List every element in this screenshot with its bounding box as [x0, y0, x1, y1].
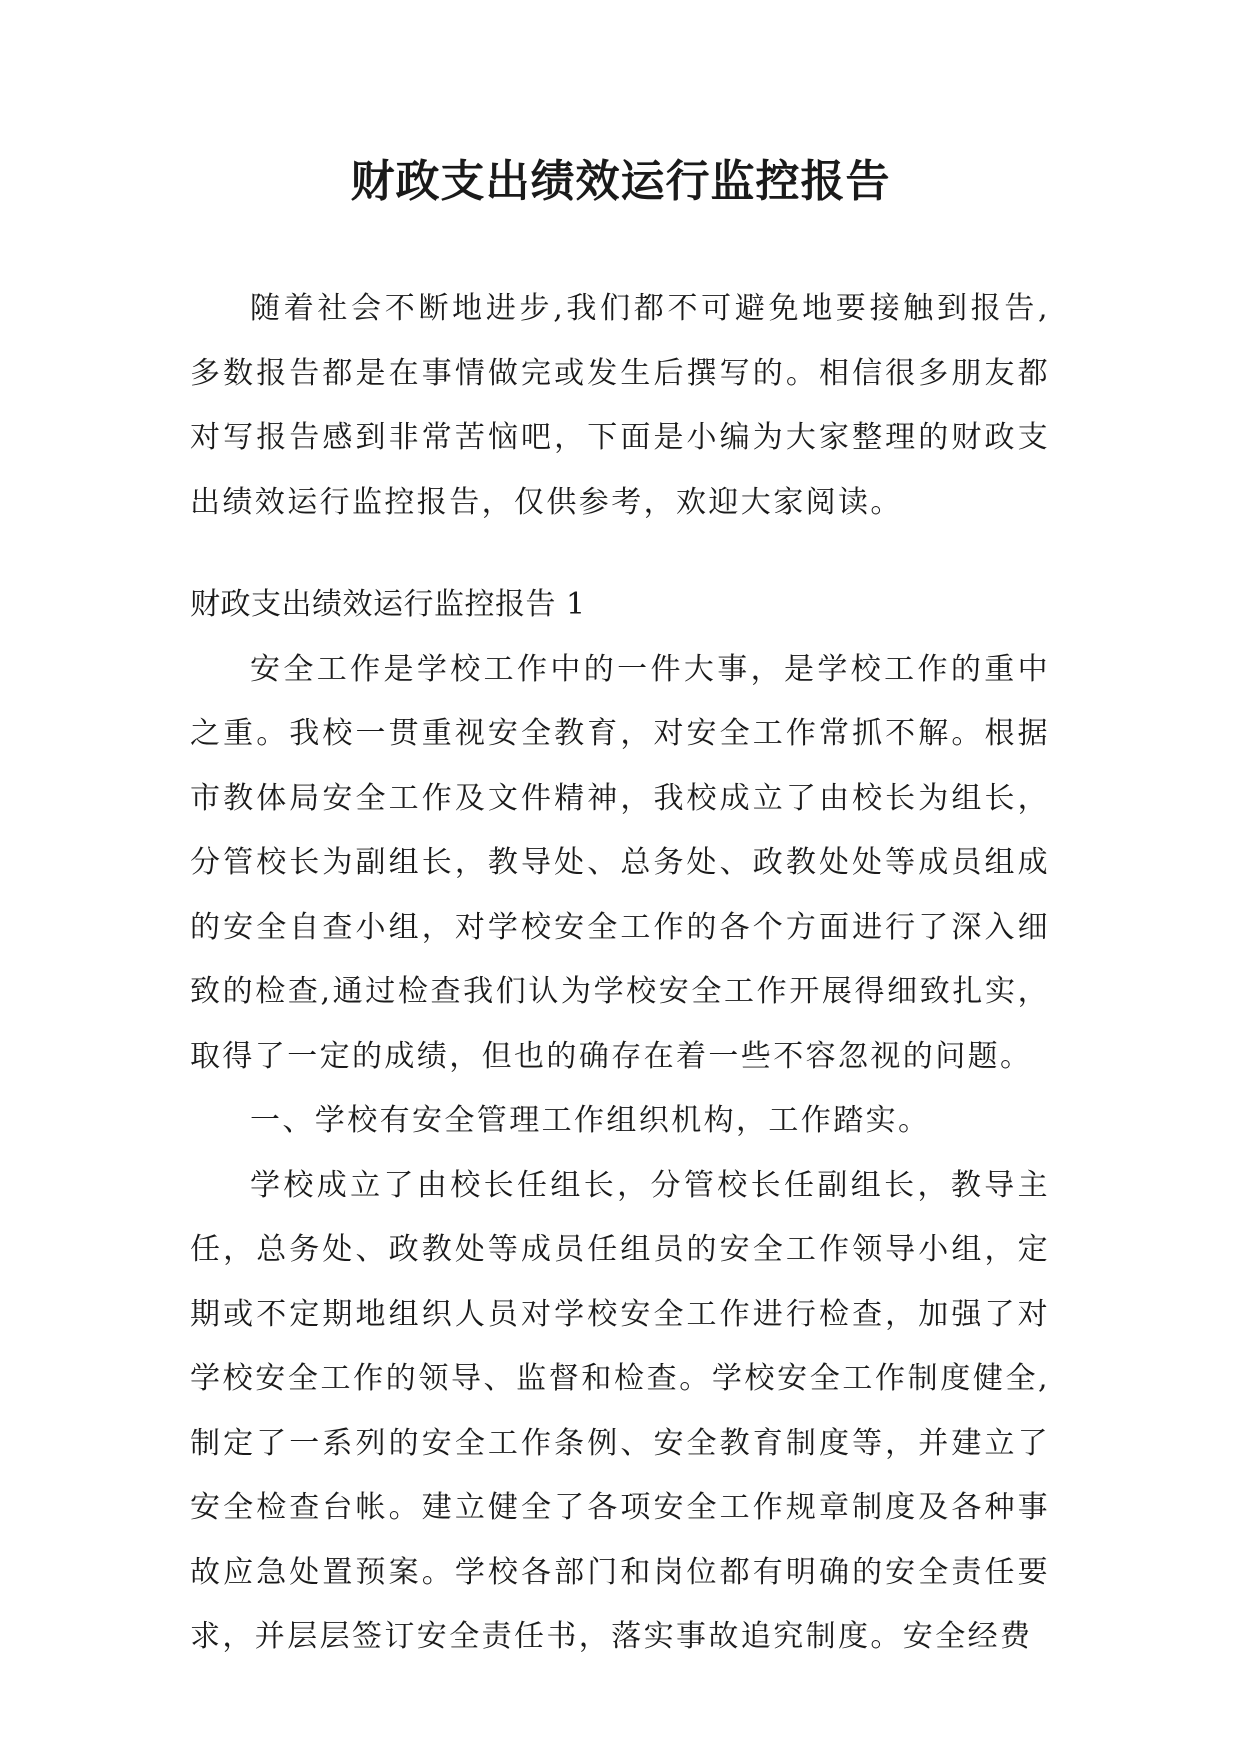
section-paragraph-1: 安全工作是学校工作中的一件大事，是学校工作的重中之重。我校一贯重视安全教育，对安全工作常抓不解。根据市教体局安全工作及文件精神，我校成立了由校长为组长，分管校长为副组长，教导处、总务处、政教处处等成员组成的安全自查小组，对学校安全工作的各个方面进行了深入细致的检查,通过检查我们认为学校安全工作开展得细致扎实，取得了一定的成绩，但也的确存在着一些不容忽视的问题。 [190, 651, 1050, 1074]
section-subheading-1: 一、学校有安全管理工作组织机构，工作踏实。 [250, 1103, 931, 1138]
intro-paragraph: 随着社会不断地进步,我们都不可避免地要接触到报告,多数报告都是在事情做完或发生后撰写的。相信很多朋友都对写报告感到非常苦恼吧，下面是小编为大家整理的财政支出绩效运行监控报告，仅供参考，欢迎大家阅读。 [190, 291, 1050, 520]
section-1 [190, 573, 1050, 1670]
intro-block [190, 277, 1050, 535]
document-title: 财政支出绩效运行监控报告 [350, 156, 891, 207]
section-heading: 财政支出绩效运行监控报告 1 [190, 587, 586, 622]
section-paragraph-2: 学校成立了由校长任组长，分管校长任副组长，教导主任，总务处、政教处等成员任组员的安全工作领导小组，定期或不定期地组织人员对学校安全工作进行检查，加强了对学校安全工作的领导、监督和检查。学校安全工作制度健全,制定了一系列的安全工作条例、安全教育制度等，并建立了安全检查台帐。建立健全了各项安全工作规章制度及各种事故应急处置预案。学校各部门和岗位都有明确的安全责任要求，并层层签订安全责任书，落实事故追究制度。安全经费 [190, 1167, 1050, 1654]
